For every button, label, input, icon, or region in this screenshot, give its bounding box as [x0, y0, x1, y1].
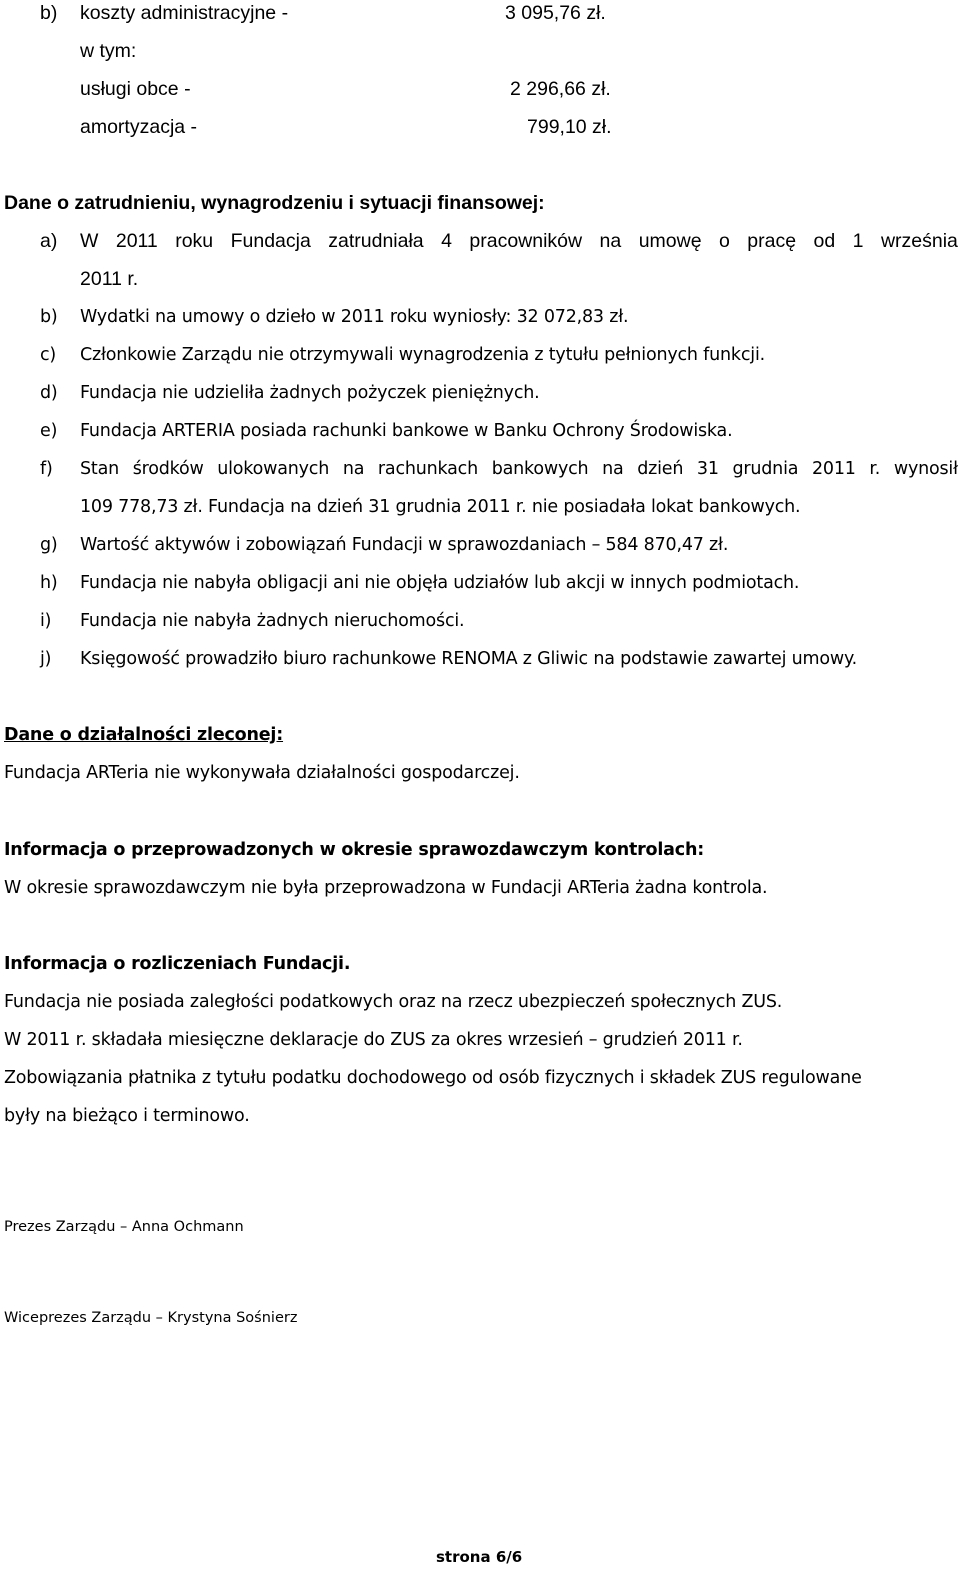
admin-costs-label: koszty administracyjne - [80, 2, 289, 24]
employment-heading: Dane o zatrudnieniu, wynagrodzeniu i sytuacji finansowej: [4, 192, 545, 214]
inspections-heading: Informacja o przeprowadzonych w okresie sprawozdawczym kontrolach: [4, 840, 705, 860]
word: na [342, 459, 365, 479]
word: od [813, 230, 836, 252]
list-item-letter: a) [40, 230, 58, 252]
list-item-text: Księgowość prowadziło biuro rachunkowe RENOMA z Gliwic na podstawie zawartej umowy. [80, 649, 858, 669]
word: roku [175, 230, 214, 252]
word: 1 [852, 230, 864, 252]
word: 2011 [811, 459, 856, 479]
in-which-label: w tym: [80, 40, 137, 62]
list-item-text: Fundacja nie udzieliła żadnych pożyczek pieniężnych. [80, 383, 540, 403]
word: rachunkach [377, 459, 478, 479]
word: Stan [80, 459, 119, 479]
word: umowę [638, 230, 702, 252]
list-item-letter: h) [40, 573, 58, 593]
page-number: strona 6/6 [436, 1548, 523, 1566]
word: bankowych [491, 459, 589, 479]
list-item-text: Członkowie Zarządu nie otrzymywali wynagrodzenia z tytułu pełnionych funkcji. [80, 345, 765, 365]
vice-president-signature: Wiceprezes Zarządu – Krystyna Sośnierz [4, 1310, 298, 1326]
word: pracę [747, 230, 797, 252]
settlements-heading: Informacja o rozliczeniach Fundacji. [4, 954, 351, 974]
word: Fundacja [230, 230, 311, 252]
word: września [880, 230, 958, 252]
services-label: usługi obce - [80, 78, 191, 100]
word: 31 [696, 459, 719, 479]
admin-costs-letter: b) [40, 2, 58, 24]
list-item-text: Fundacja nie nabyła obligacji ani nie objęła udziałów lub akcji w innych podmiotach. [80, 573, 800, 593]
list-item-letter: c) [40, 345, 57, 365]
word: dzień [637, 459, 684, 479]
list-item-text: Wartość aktywów i zobowiązań Fundacji w sprawozdaniach – 584 870,47 zł. [80, 535, 729, 555]
list-item-letter: j) [40, 649, 52, 669]
list-item-letter: f) [40, 459, 53, 479]
word: ulokowanych [217, 459, 330, 479]
depreciation-label: amortyzacja - [80, 116, 198, 138]
word: na [599, 230, 622, 252]
word: o [719, 230, 730, 252]
settlements-line: Zobowiązania płatnika z tytułu podatku dochodowego od osób fizycznych i składek ZUS regulowane [4, 1068, 862, 1088]
admin-costs-amount: 3 095,76 zł. [505, 2, 606, 24]
list-item-text [80, 459, 958, 479]
list-item-text: Fundacja ARTERIA posiada rachunki bankowe w Banku Ochrony Środowiska. [80, 421, 733, 441]
settlements-line: były na bieżąco i terminowo. [4, 1106, 250, 1126]
word: 4 [441, 230, 452, 252]
list-item-letter: d) [40, 383, 58, 403]
word: 2011 [115, 230, 158, 252]
list-item-letter: g) [40, 535, 58, 555]
commissioned-text: Fundacja ARTeria nie wykonywała działalności gospodarczej. [4, 763, 520, 783]
word: grudnia [732, 459, 799, 479]
list-item-text [80, 230, 958, 253]
president-signature: Prezes Zarządu – Anna Ochmann [4, 1219, 244, 1235]
word: W [80, 230, 99, 252]
list-item-text: Fundacja nie nabyła żadnych nieruchomości. [80, 611, 465, 631]
list-item-cont-text: 2011 r. [80, 268, 139, 290]
list-item-letter: b) [40, 307, 58, 327]
list-item-cont-text: 109 778,73 zł. Fundacja na dzień 31 grudnia 2011 r. nie posiadała lokat bankowych. [80, 497, 801, 517]
word: wynosił [893, 459, 958, 479]
list-item-letter: i) [40, 611, 52, 631]
word: zatrudniała [328, 230, 424, 252]
list-item-letter: e) [40, 421, 58, 441]
settlements-line: Fundacja nie posiada zaległości podatkowych oraz na rzecz ubezpieczeń społecznych ZUS. [4, 992, 783, 1012]
commissioned-heading: Dane o działalności zleconej: [4, 725, 284, 745]
services-amount: 2 296,66 zł. [510, 78, 611, 100]
settlements-line: W 2011 r. składała miesięczne deklaracje do ZUS za okres wrzesień – grudzień 2011 r. [4, 1030, 743, 1050]
word: r. [869, 459, 881, 479]
word: środków [132, 459, 204, 479]
word: na [602, 459, 624, 479]
word: pracowników [469, 230, 583, 252]
inspections-text: W okresie sprawozdawczym nie była przeprowadzona w Fundacji ARTeria żadna kontrola. [4, 878, 768, 898]
list-item-text: Wydatki na umowy o dzieło w 2011 roku wyniosły: 32 072,83 zł. [80, 307, 629, 327]
depreciation-amount: 799,10 zł. [527, 116, 612, 138]
